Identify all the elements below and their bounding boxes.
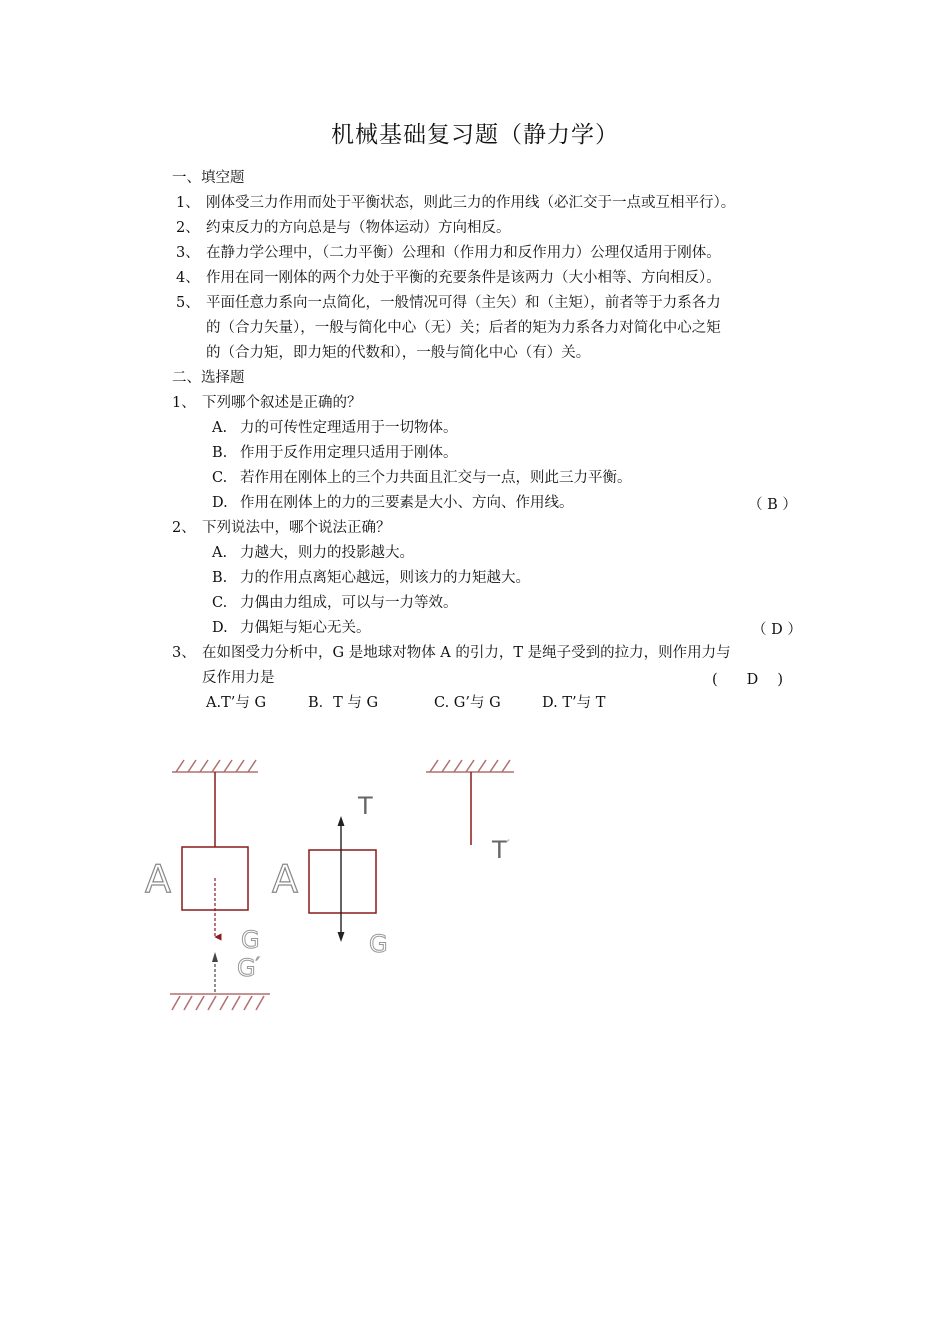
option-text: 力的作用点离矩心越远，则该力的力矩越大。	[240, 570, 530, 586]
fill-item-5-line-2: 的（合力矢量），一般与简化中心（无）关；后者的矩为力系各力对简化中心之矩	[206, 320, 721, 336]
option-letter: D.	[212, 620, 228, 636]
q2-answer: （ D ）	[752, 622, 802, 638]
question-number: 2、	[172, 520, 196, 536]
ceiling-hatch-1	[172, 760, 258, 772]
label-t-prime-mark: ′	[506, 838, 510, 854]
option-text: 力偶矩与矩心无关。	[240, 620, 371, 636]
label-g-2: G	[369, 930, 388, 958]
question-text: 下列说法中，哪个说法正确？	[202, 520, 391, 536]
q1-answer: （ B ）	[748, 497, 797, 513]
fill-item-5	[176, 293, 721, 313]
option-text: 若作用在刚体上的三个力共面且汇交与一点，则此三力平衡。	[240, 470, 632, 486]
q3-answer: ( D )	[712, 672, 784, 688]
section-heading-multiple-choice: 二、选择题	[172, 370, 245, 386]
fill-item-2	[176, 218, 511, 238]
question-number: 1、	[172, 395, 196, 411]
arrow-head-t	[338, 816, 345, 826]
q3-option-d	[542, 693, 605, 713]
label-g-prime-mark: ′	[255, 954, 260, 975]
q3-option-c	[434, 693, 501, 713]
option-letter: A.	[212, 420, 228, 436]
question-3-stem	[172, 643, 731, 663]
option-text: 力的可传性定理适用于一切物体。	[240, 420, 458, 436]
question-3-stem-line-2: 反作用力是	[202, 670, 275, 686]
option-letter: B.	[212, 445, 228, 461]
option-text: 作用在刚体上的力的三要素是大小、方向、作用线。	[240, 495, 574, 511]
item-number: 1、	[176, 195, 200, 211]
diagram-2	[272, 792, 388, 958]
fill-item-5-line-3: 的（合力矩，即力矩的代数和），一般与简化中心（有）关。	[206, 345, 591, 361]
q2-option-d	[212, 618, 371, 638]
item-text-line-1: 平面任意力系向一点简化，一般情况可得（主矢）和（主矩），前者等于力系各力	[206, 295, 721, 311]
question-1-stem	[172, 393, 362, 413]
ceiling-hatch-2	[426, 760, 514, 772]
option-letter: B.	[212, 570, 228, 586]
block-2	[309, 850, 376, 913]
item-number: 2、	[176, 220, 200, 236]
label-g-prime-letter: G	[237, 954, 256, 982]
item-number: 5、	[176, 295, 200, 311]
label-a-2: A	[272, 857, 298, 901]
q3-option-b	[308, 693, 378, 713]
option-text: 作用于反作用定理只适用于刚体。	[240, 445, 458, 461]
label-t-prime	[491, 836, 510, 864]
q1-option-c	[212, 468, 632, 488]
option-letter: D.	[212, 495, 228, 511]
option-text: T’与 G	[221, 695, 267, 711]
item-number: 4、	[176, 270, 200, 286]
option-letter: B．	[308, 695, 334, 711]
question-number: 3、	[172, 645, 196, 661]
q2-option-b	[212, 568, 530, 588]
q2-option-c	[212, 593, 458, 613]
section-heading-fill-blank: 一、填空题	[172, 170, 245, 186]
q1-option-b	[212, 443, 458, 463]
force-diagram	[0, 730, 600, 1030]
q1-option-a	[212, 418, 458, 438]
arrow-head-g-prime	[212, 952, 218, 962]
option-text: 力偶由力组成，可以与一力等效。	[240, 595, 458, 611]
option-text: T’与 T	[562, 695, 606, 711]
item-text: 作用在同一刚体的两个力处于平衡的充要条件是该两力（大小相等、方向相反）。	[206, 270, 721, 286]
label-a-1: A	[145, 857, 171, 901]
diagram-1	[145, 760, 270, 1010]
item-text: 约束反力的方向总是与（物体运动）方向相反。	[206, 220, 511, 236]
item-number: 3、	[176, 245, 200, 261]
fill-item-4	[176, 268, 721, 288]
option-letter: A.	[212, 545, 228, 561]
option-letter: C.	[212, 470, 228, 486]
question-text-line-1: 在如图受力分析中，G 是地球对物体 A 的引力，T 是绳子受到的拉力，则作用力与	[202, 645, 731, 661]
option-text: 力越大，则力的投影越大。	[240, 545, 414, 561]
option-letter: C.	[212, 595, 228, 611]
fill-item-1	[176, 193, 736, 213]
q2-option-a	[212, 543, 414, 563]
option-letter: C.	[434, 695, 450, 711]
label-t-prime-letter: T	[492, 836, 507, 864]
option-letter: D.	[542, 695, 558, 711]
item-text: 在静力学公理中，（二力平衡）公理和（作用力和反作用力）公理仅适用于刚体。	[206, 245, 721, 261]
fill-item-3	[176, 243, 721, 263]
arrow-head-g	[338, 932, 345, 942]
floor-hatch	[170, 994, 270, 1010]
option-text: G’与 G	[453, 695, 501, 711]
label-g-1: G	[241, 926, 260, 954]
page-title: 机械基础复习题（静力学）	[331, 122, 619, 148]
q3-option-a	[206, 693, 266, 713]
item-text: 刚体受三力作用而处于平衡状态，则此三力的作用线（必汇交于一点或互相平行）。	[206, 195, 736, 211]
diagram-3	[426, 760, 514, 864]
option-letter: A.	[206, 695, 222, 711]
option-text: T 与 G	[333, 695, 379, 711]
question-2-stem	[172, 518, 391, 538]
label-t: T	[358, 792, 373, 820]
q1-option-d	[212, 493, 574, 513]
label-g-prime	[237, 954, 260, 982]
question-text: 下列哪个叙述是正确的？	[202, 395, 362, 411]
